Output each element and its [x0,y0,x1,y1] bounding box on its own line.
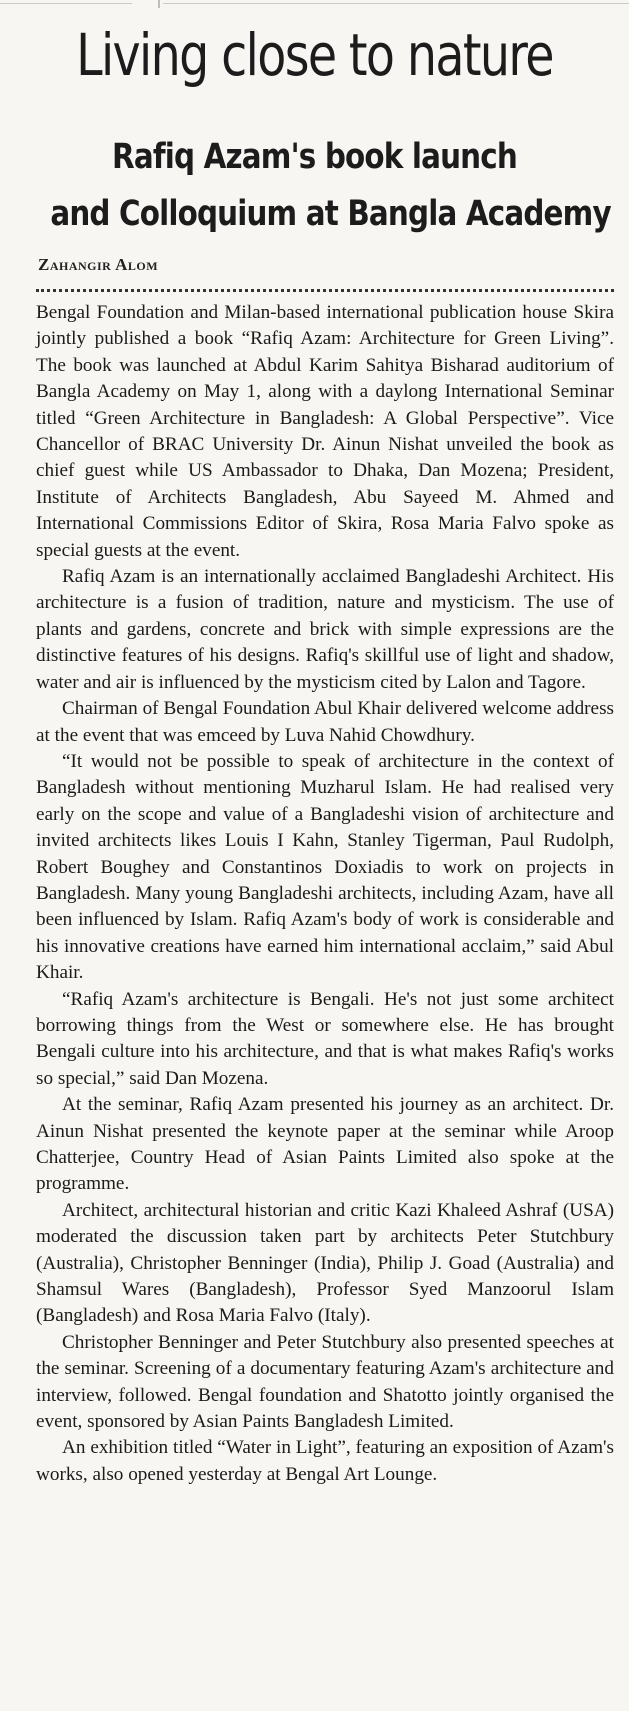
paragraph: Christopher Benninger and Peter Stutchbury also presented speeches at the seminar. Screening of a documentary featuring Azam's architecture and interview, followed. Bengal foundation and Shatotto jointly organised the event, sponsored by Asian Paints Bangladesh Limited. [36,1331,614,1433]
subheadline-line-2: and Colloquium at Bangla Academy [50,194,611,234]
top-rule-tick [158,0,160,8]
dotted-divider [36,289,614,292]
top-rule-left [0,3,132,4]
paragraph: Chairman of Bengal Foundation Abul Khair delivered welcome address at the event that was emceed by Luva Nahid Chowdhury. [36,698,614,746]
subheadline-name: Rafiq Azam's [112,137,316,177]
paragraph: “It would not be possible to speak of architecture in the context of Bangladesh without mentioning Muzharul Islam. He had realised very early on the scope and value of a Bangladeshi vision of architecture and invited architects likes Louis I Kahn, Stanley Tigerman, Paul Rudolph, Robert Boughey and Constantinos Doxiadis to work on projects in Bangladesh. Many young Bangladeshi architects, including Azam, have all been influenced by Islam. Rafiq Azam's body of work is considerable and his innovative creations have earned him international acclaim,” said Abul Khair. [36,750,614,984]
paragraph: An exhibition titled “Water in Light”, featuring an exposition of Azam's works, also opened yesterday at Bengal Art Lounge. [36,1437,614,1485]
paragraph: Rafiq Azam is an internationally acclaimed Bangladeshi Architect. His architecture is a fusion of tradition, nature and mysticism. The use of plants and gardens, concrete and brick with simple expressions are the distinctive features of his designs. Rafiq's skillful use of light and shadow, water and air is influenced by the mysticism cited by Lalon and Tagore. [36,566,614,693]
top-rule-right [163,3,629,4]
paragraph: “Rafiq Azam's architecture is Bengali. He's not just some architect borrowing things from the West or somewhere else. He has brought Bengali culture into his architecture, and that is what makes Rafiq's works so special,” said Dan Mozena. [36,988,614,1089]
paragraph: Architect, architectural historian and critic Kazi Khaleed Ashraf (USA) moderated the discussion taken part by architects Peter Stutchbury (Australia), Christopher Benninger (India), Philip J. Goad (Australia) and Shamsul Wares (Bangladesh), Professor Syed Manzoorul Islam (Bangladesh) and Rosa Maria Falvo (Italy). [36,1199,614,1327]
paragraph: At the seminar, Rafiq Azam presented his journey as an architect. Dr. Ainun Nishat presented the keynote paper at the seminar while Aroop Chatterjee, Country Head of Asian Paints Limited also spoke at the programme. [36,1094,614,1195]
byline: Zahangir Alom [38,255,159,274]
paragraph: Bengal Foundation and Milan-based international publication house Skira jointly published a book “Rafiq Azam: Architecture for Green Living”. The book was launched at Abdul Karim Sahitya Bisharad auditorium of Bangla Academy on May 1, along with a daylong International Seminar titled “Green Architecture in Bangladesh: A Global Perspective”. Vice Chancellor of BRAC University Dr. Ainun Nishat unveiled the book as chief guest while US Ambassador to Dhaka, Dan Mozena; President, Institute of Architects Bangladesh, Abu Sayeed M. Ahmed and International Commissions Editor of Skira, Rosa Maria Falvo spoke as special guests at the event. [36,302,614,561]
headline: Living close to nature [76,21,553,89]
top-rule [0,0,629,10]
article-body [36,300,614,1488]
subheadline-rest: book launch [324,137,517,177]
subheadline-line-1 [50,138,578,177]
